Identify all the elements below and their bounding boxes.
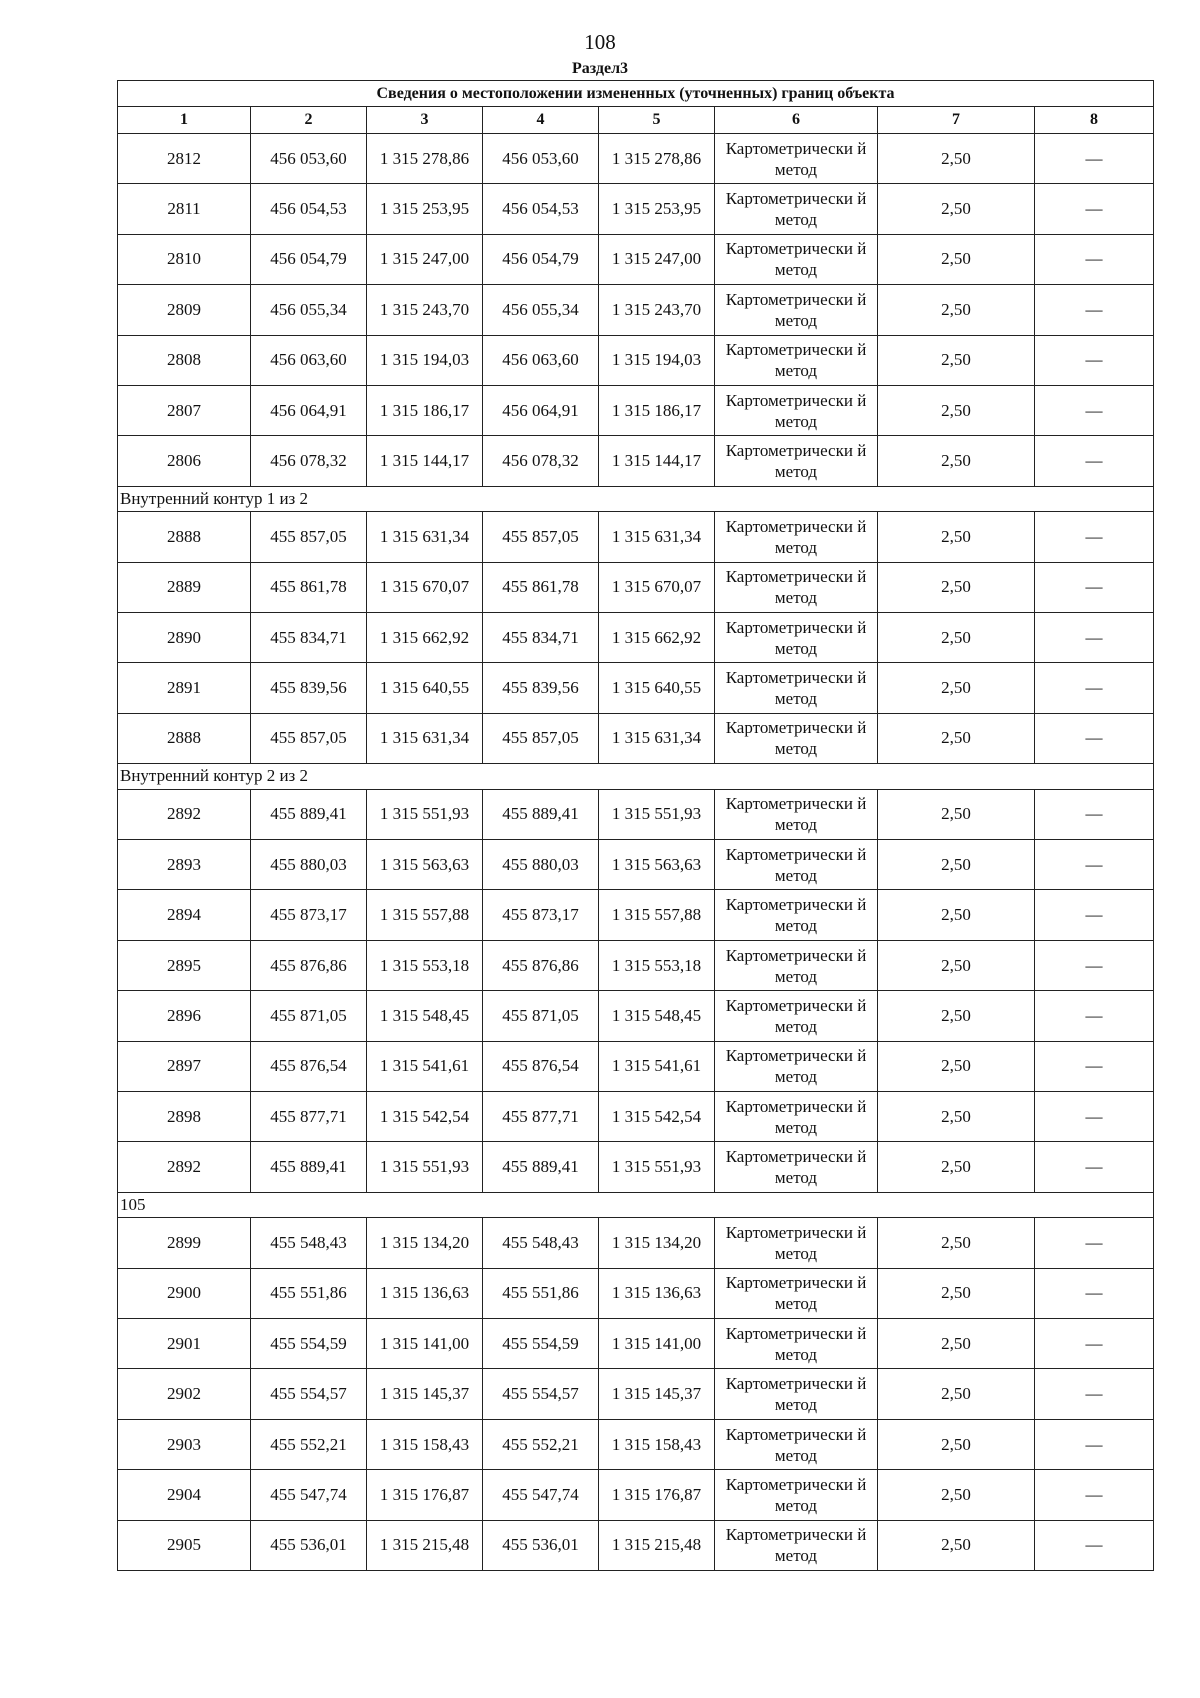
point-number-cell: 2809 [118, 285, 251, 335]
table-row [118, 613, 1154, 663]
x-old-cell: 456 054,53 [251, 184, 367, 234]
description-cell: — [1035, 613, 1154, 663]
x-old-cell: 455 861,78 [251, 562, 367, 612]
accuracy-cell: 2,50 [878, 1142, 1035, 1192]
accuracy-cell: 2,50 [878, 335, 1035, 385]
description-cell: — [1035, 385, 1154, 435]
table-body [118, 134, 1154, 1571]
accuracy-cell: 2,50 [878, 840, 1035, 890]
y-new-cell: 1 315 186,17 [599, 385, 715, 435]
contour-heading-row [118, 486, 1154, 512]
x-new-cell: 455 857,05 [483, 713, 599, 763]
description-cell: — [1035, 1470, 1154, 1520]
method-cell: Картометрически й метод [715, 1268, 878, 1318]
accuracy-cell: 2,50 [878, 663, 1035, 713]
description-cell: — [1035, 1369, 1154, 1419]
table-row [118, 1419, 1154, 1469]
contour-heading-row [118, 1192, 1154, 1218]
x-new-cell: 456 063,60 [483, 335, 599, 385]
accuracy-cell: 2,50 [878, 436, 1035, 486]
point-number-cell: 2905 [118, 1520, 251, 1570]
x-old-cell: 455 871,05 [251, 991, 367, 1041]
table-row [118, 1470, 1154, 1520]
x-old-cell: 455 889,41 [251, 1142, 367, 1192]
accuracy-cell: 2,50 [878, 1520, 1035, 1570]
accuracy-cell: 2,50 [878, 1319, 1035, 1369]
y-new-cell: 1 315 194,03 [599, 335, 715, 385]
y-old-cell: 1 315 158,43 [367, 1419, 483, 1469]
x-new-cell: 455 554,59 [483, 1319, 599, 1369]
y-old-cell: 1 315 134,20 [367, 1218, 483, 1268]
y-new-cell: 1 315 253,95 [599, 184, 715, 234]
section-title: Раздел3 [571, 60, 629, 77]
x-new-cell: 455 873,17 [483, 890, 599, 940]
method-cell: Картометрически й метод [715, 134, 878, 184]
point-number-cell: 2888 [118, 713, 251, 763]
x-new-cell: 455 536,01 [483, 1520, 599, 1570]
x-old-cell: 455 857,05 [251, 512, 367, 562]
x-old-cell: 456 078,32 [251, 436, 367, 486]
description-cell: — [1035, 184, 1154, 234]
y-old-cell: 1 315 186,17 [367, 385, 483, 435]
x-new-cell: 455 552,21 [483, 1419, 599, 1469]
accuracy-cell: 2,50 [878, 562, 1035, 612]
x-old-cell: 455 873,17 [251, 890, 367, 940]
table-row [118, 890, 1154, 940]
y-old-cell: 1 315 278,86 [367, 134, 483, 184]
x-new-cell: 456 078,32 [483, 436, 599, 486]
point-number-cell: 2900 [118, 1268, 251, 1318]
table-row [118, 1041, 1154, 1091]
y-old-cell: 1 315 136,63 [367, 1268, 483, 1318]
x-old-cell: 455 857,05 [251, 713, 367, 763]
point-number-cell: 2811 [118, 184, 251, 234]
table-row [118, 1218, 1154, 1268]
description-cell: — [1035, 1268, 1154, 1318]
accuracy-cell: 2,50 [878, 234, 1035, 284]
method-cell: Картометрически й метод [715, 1520, 878, 1570]
table-row [118, 940, 1154, 990]
x-old-cell: 456 063,60 [251, 335, 367, 385]
x-new-cell: 456 055,34 [483, 285, 599, 335]
x-new-cell: 455 839,56 [483, 663, 599, 713]
y-old-cell: 1 315 563,63 [367, 840, 483, 890]
accuracy-cell: 2,50 [878, 940, 1035, 990]
column-number-row [118, 107, 1154, 134]
method-cell: Картометрически й метод [715, 1142, 878, 1192]
point-number-cell: 2895 [118, 940, 251, 990]
table-row [118, 285, 1154, 335]
method-cell: Картометрически й метод [715, 285, 878, 335]
y-new-cell: 1 315 247,00 [599, 234, 715, 284]
contour-heading: Внутренний контур 2 из 2 [118, 764, 1154, 790]
y-old-cell: 1 315 662,92 [367, 613, 483, 663]
y-new-cell: 1 315 563,63 [599, 840, 715, 890]
y-old-cell: 1 315 247,00 [367, 234, 483, 284]
y-old-cell: 1 315 553,18 [367, 940, 483, 990]
table-row [118, 335, 1154, 385]
x-new-cell: 455 876,86 [483, 940, 599, 990]
y-old-cell: 1 315 670,07 [367, 562, 483, 612]
x-old-cell: 455 839,56 [251, 663, 367, 713]
point-number-cell: 2894 [118, 890, 251, 940]
y-new-cell: 1 315 145,37 [599, 1369, 715, 1419]
y-old-cell: 1 315 631,34 [367, 512, 483, 562]
accuracy-cell: 2,50 [878, 385, 1035, 435]
description-cell: — [1035, 789, 1154, 839]
x-new-cell: 455 880,03 [483, 840, 599, 890]
column-number-1: 1 [118, 107, 251, 134]
description-cell: — [1035, 234, 1154, 284]
table-row [118, 562, 1154, 612]
method-cell: Картометрически й метод [715, 562, 878, 612]
table-row [118, 789, 1154, 839]
y-new-cell: 1 315 551,93 [599, 789, 715, 839]
description-cell: — [1035, 436, 1154, 486]
description-cell: — [1035, 940, 1154, 990]
accuracy-cell: 2,50 [878, 184, 1035, 234]
point-number-cell: 2808 [118, 335, 251, 385]
method-cell: Картометрически й метод [715, 991, 878, 1041]
point-number-cell: 2899 [118, 1218, 251, 1268]
point-number-cell: 2810 [118, 234, 251, 284]
x-new-cell: 455 547,74 [483, 1470, 599, 1520]
point-number-cell: 2888 [118, 512, 251, 562]
x-new-cell: 455 551,86 [483, 1268, 599, 1318]
y-old-cell: 1 315 542,54 [367, 1092, 483, 1142]
method-cell: Картометрически й метод [715, 1319, 878, 1369]
description-cell: — [1035, 1041, 1154, 1091]
table-row [118, 663, 1154, 713]
point-number-cell: 2806 [118, 436, 251, 486]
y-old-cell: 1 315 144,17 [367, 436, 483, 486]
table-row [118, 1369, 1154, 1419]
y-new-cell: 1 315 553,18 [599, 940, 715, 990]
method-cell: Картометрически й метод [715, 1092, 878, 1142]
x-old-cell: 455 889,41 [251, 789, 367, 839]
x-new-cell: 455 857,05 [483, 512, 599, 562]
y-old-cell: 1 315 631,34 [367, 713, 483, 763]
x-new-cell: 455 889,41 [483, 789, 599, 839]
x-new-cell: 455 889,41 [483, 1142, 599, 1192]
y-new-cell: 1 315 158,43 [599, 1419, 715, 1469]
accuracy-cell: 2,50 [878, 789, 1035, 839]
accuracy-cell: 2,50 [878, 134, 1035, 184]
point-number-cell: 2807 [118, 385, 251, 435]
description-cell: — [1035, 840, 1154, 890]
x-new-cell: 455 876,54 [483, 1041, 599, 1091]
y-old-cell: 1 315 253,95 [367, 184, 483, 234]
table-row [118, 1319, 1154, 1369]
table-caption: Сведения о местоположении измененных (уточненных) границ объекта [118, 81, 1154, 107]
method-cell: Картометрически й метод [715, 512, 878, 562]
description-cell: — [1035, 1319, 1154, 1369]
y-old-cell: 1 315 145,37 [367, 1369, 483, 1419]
x-new-cell: 456 054,79 [483, 234, 599, 284]
y-new-cell: 1 315 541,61 [599, 1041, 715, 1091]
x-old-cell: 455 547,74 [251, 1470, 367, 1520]
y-new-cell: 1 315 662,92 [599, 613, 715, 663]
table-row [118, 385, 1154, 435]
y-old-cell: 1 315 551,93 [367, 1142, 483, 1192]
point-number-cell: 2893 [118, 840, 251, 890]
table-row [118, 840, 1154, 890]
method-cell: Картометрически й метод [715, 436, 878, 486]
accuracy-cell: 2,50 [878, 1041, 1035, 1091]
table-row [118, 1142, 1154, 1192]
point-number-cell: 2896 [118, 991, 251, 1041]
point-number-cell: 2901 [118, 1319, 251, 1369]
method-cell: Картометрически й метод [715, 1470, 878, 1520]
y-new-cell: 1 315 631,34 [599, 512, 715, 562]
method-cell: Картометрически й метод [715, 789, 878, 839]
description-cell: — [1035, 991, 1154, 1041]
x-new-cell: 455 861,78 [483, 562, 599, 612]
description-cell: — [1035, 285, 1154, 335]
table-row [118, 1520, 1154, 1570]
x-old-cell: 456 064,91 [251, 385, 367, 435]
x-new-cell: 455 548,43 [483, 1218, 599, 1268]
method-cell: Картометрически й метод [715, 335, 878, 385]
y-old-cell: 1 315 557,88 [367, 890, 483, 940]
x-new-cell: 456 064,91 [483, 385, 599, 435]
y-old-cell: 1 315 541,61 [367, 1041, 483, 1091]
description-cell: — [1035, 663, 1154, 713]
y-new-cell: 1 315 278,86 [599, 134, 715, 184]
point-number-cell: 2891 [118, 663, 251, 713]
point-number-cell: 2903 [118, 1419, 251, 1469]
x-new-cell: 456 053,60 [483, 134, 599, 184]
table-row [118, 991, 1154, 1041]
table-row [118, 184, 1154, 234]
contour-heading: Внутренний контур 1 из 2 [118, 486, 1154, 512]
method-cell: Картометрически й метод [715, 613, 878, 663]
x-old-cell: 455 554,59 [251, 1319, 367, 1369]
point-number-cell: 2892 [118, 1142, 251, 1192]
y-new-cell: 1 315 640,55 [599, 663, 715, 713]
point-number-cell: 2902 [118, 1369, 251, 1419]
contour-heading: 105 [118, 1192, 1154, 1218]
y-old-cell: 1 315 176,87 [367, 1470, 483, 1520]
accuracy-cell: 2,50 [878, 613, 1035, 663]
y-new-cell: 1 315 551,93 [599, 1142, 715, 1192]
x-new-cell: 455 554,57 [483, 1369, 599, 1419]
y-new-cell: 1 315 134,20 [599, 1218, 715, 1268]
x-old-cell: 455 877,71 [251, 1092, 367, 1142]
x-old-cell: 455 536,01 [251, 1520, 367, 1570]
x-old-cell: 455 551,86 [251, 1268, 367, 1318]
method-cell: Картометрически й метод [715, 1218, 878, 1268]
table-row [118, 134, 1154, 184]
y-old-cell: 1 315 640,55 [367, 663, 483, 713]
y-old-cell: 1 315 243,70 [367, 285, 483, 335]
accuracy-cell: 2,50 [878, 713, 1035, 763]
method-cell: Картометрически й метод [715, 940, 878, 990]
description-cell: — [1035, 562, 1154, 612]
y-new-cell: 1 315 631,34 [599, 713, 715, 763]
point-number-cell: 2898 [118, 1092, 251, 1142]
x-new-cell: 455 871,05 [483, 991, 599, 1041]
x-old-cell: 455 554,57 [251, 1369, 367, 1419]
y-new-cell: 1 315 215,48 [599, 1520, 715, 1570]
x-old-cell: 455 876,86 [251, 940, 367, 990]
accuracy-cell: 2,50 [878, 1419, 1035, 1469]
y-old-cell: 1 315 215,48 [367, 1520, 483, 1570]
accuracy-cell: 2,50 [878, 1470, 1035, 1520]
description-cell: — [1035, 713, 1154, 763]
method-cell: Картометрически й метод [715, 385, 878, 435]
page-number: 108 [584, 30, 616, 54]
table-row [118, 234, 1154, 284]
x-old-cell: 455 876,54 [251, 1041, 367, 1091]
method-cell: Картометрически й метод [715, 1041, 878, 1091]
point-number-cell: 2892 [118, 789, 251, 839]
description-cell: — [1035, 1419, 1154, 1469]
point-number-cell: 2889 [118, 562, 251, 612]
accuracy-cell: 2,50 [878, 1369, 1035, 1419]
method-cell: Картометрически й метод [715, 713, 878, 763]
column-number-5: 5 [599, 107, 715, 134]
description-cell: — [1035, 1142, 1154, 1192]
point-number-cell: 2812 [118, 134, 251, 184]
accuracy-cell: 2,50 [878, 890, 1035, 940]
method-cell: Картометрически й метод [715, 663, 878, 713]
y-old-cell: 1 315 551,93 [367, 789, 483, 839]
method-cell: Картометрически й метод [715, 1369, 878, 1419]
column-number-8: 8 [1035, 107, 1154, 134]
y-old-cell: 1 315 194,03 [367, 335, 483, 385]
x-old-cell: 456 054,79 [251, 234, 367, 284]
point-number-cell: 2904 [118, 1470, 251, 1520]
table-row [118, 1092, 1154, 1142]
method-cell: Картометрически й метод [715, 234, 878, 284]
y-new-cell: 1 315 141,00 [599, 1319, 715, 1369]
description-cell: — [1035, 1520, 1154, 1570]
x-old-cell: 455 548,43 [251, 1218, 367, 1268]
boundary-coordinates-table [117, 80, 1154, 1571]
x-new-cell: 455 834,71 [483, 613, 599, 663]
accuracy-cell: 2,50 [878, 1092, 1035, 1142]
point-number-cell: 2897 [118, 1041, 251, 1091]
x-old-cell: 455 834,71 [251, 613, 367, 663]
x-old-cell: 455 552,21 [251, 1419, 367, 1469]
table-row [118, 512, 1154, 562]
y-new-cell: 1 315 176,87 [599, 1470, 715, 1520]
column-number-2: 2 [251, 107, 367, 134]
coordinates-table-container [117, 80, 1153, 1571]
y-new-cell: 1 315 136,63 [599, 1268, 715, 1318]
description-cell: — [1035, 1218, 1154, 1268]
method-cell: Картометрически й метод [715, 840, 878, 890]
table-row [118, 1268, 1154, 1318]
description-cell: — [1035, 890, 1154, 940]
description-cell: — [1035, 335, 1154, 385]
point-number-cell: 2890 [118, 613, 251, 663]
column-number-4: 4 [483, 107, 599, 134]
method-cell: Картометрически й метод [715, 1419, 878, 1469]
y-old-cell: 1 315 141,00 [367, 1319, 483, 1369]
contour-heading-row [118, 764, 1154, 790]
accuracy-cell: 2,50 [878, 512, 1035, 562]
y-new-cell: 1 315 670,07 [599, 562, 715, 612]
y-old-cell: 1 315 548,45 [367, 991, 483, 1041]
x-old-cell: 455 880,03 [251, 840, 367, 890]
method-cell: Картометрически й метод [715, 184, 878, 234]
description-cell: — [1035, 134, 1154, 184]
y-new-cell: 1 315 542,54 [599, 1092, 715, 1142]
accuracy-cell: 2,50 [878, 285, 1035, 335]
y-new-cell: 1 315 557,88 [599, 890, 715, 940]
table-row [118, 436, 1154, 486]
description-cell: — [1035, 512, 1154, 562]
method-cell: Картометрически й метод [715, 890, 878, 940]
y-new-cell: 1 315 548,45 [599, 991, 715, 1041]
x-new-cell: 455 877,71 [483, 1092, 599, 1142]
x-old-cell: 456 055,34 [251, 285, 367, 335]
x-old-cell: 456 053,60 [251, 134, 367, 184]
y-new-cell: 1 315 243,70 [599, 285, 715, 335]
accuracy-cell: 2,50 [878, 991, 1035, 1041]
column-number-3: 3 [367, 107, 483, 134]
accuracy-cell: 2,50 [878, 1268, 1035, 1318]
x-new-cell: 456 054,53 [483, 184, 599, 234]
column-number-6: 6 [715, 107, 878, 134]
accuracy-cell: 2,50 [878, 1218, 1035, 1268]
description-cell: — [1035, 1092, 1154, 1142]
table-row [118, 713, 1154, 763]
column-number-7: 7 [878, 107, 1035, 134]
y-new-cell: 1 315 144,17 [599, 436, 715, 486]
